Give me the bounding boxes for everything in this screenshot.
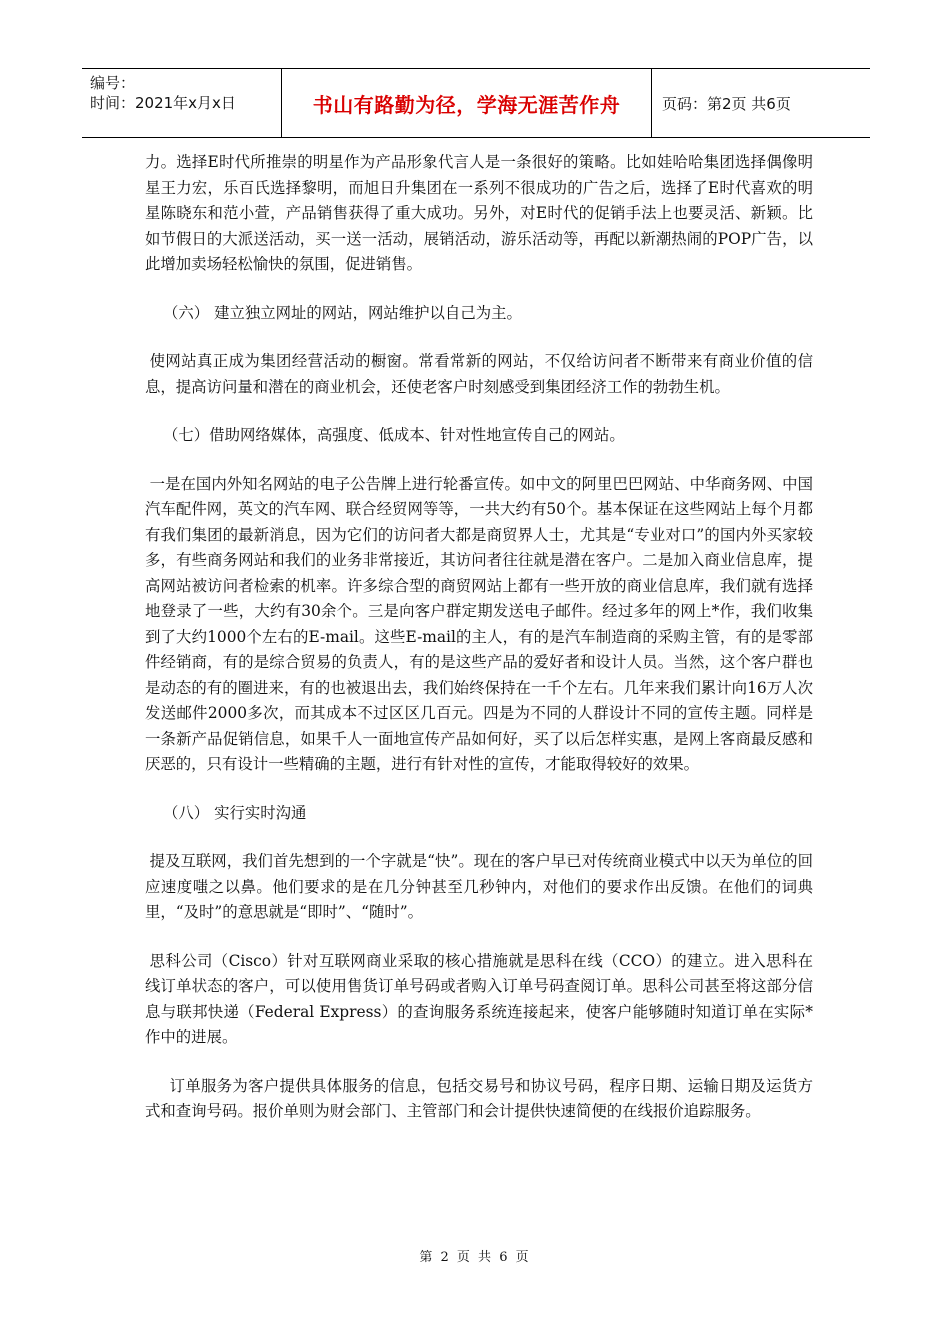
header-motto-cell [282, 69, 652, 137]
paragraph-website-showcase: 使网站真正成为集团经营活动的橱窗。常看常新的网站，不仅给访问者不断带来有商业价值的信息，提高访问量和潜在的商业机会，还使老客户时刻感受到集团经济工作的勃勃生机。 [145, 352, 813, 396]
paragraph-order-service: 订单服务为客户提供具体服务的信息，包括交易号和协议号码，程序日期、运输日期及运货方式和查询号码。报价单则为财会部门、主管部门和会计提供快速简便的在线报价追踪服务。 [145, 1076, 813, 1120]
paragraph-network-promotion: 一是在国内外知名网站的电子公告牌上进行轮番宣传。如中文的阿里巴巴网站、中华商务网、中国汽车配件网，英文的汽车网、联合经贸网等等，一共大约有50个。基本保证在这些网站上每个月都有我们集团的最新消息，因为它们的访问者大都是商贸界人士，尤其是“专业对口”的国内外买家较多，有些商务网站和我们的业务非常接近，其访问者往往就是潜在客户。二是加入商业信息库，提高网站被访问者检索的机率。许多综合型的商贸网站上都有一些开放的商业信息库，我们就有选择地登录了一些，大约有30余个。三是向客户群定期发送电子邮件。经过多年的网上*作，我们收集到了大约1000个左右的E-mail。这些E-mail的主人，有的是汽车制造商的采购主管，有的是零部件经销商，有的是综合贸易的负责人，有的是这些产品的爱好者和设计人员。当然，这个客户群也是动态的有的圈进来，有的也被退出去，我们始终保持在一千个左右。几年来我们累计向16万人次发送邮件2000多次，而其成本不过区区几百元。四是为不同的人群设计不同的宣传主题。同样是一条新产品促销信息，如果千人一面地宣传产品如何好，买了以后怎样实惠，是网上客商最反感和厌恶的，只有设计一些精确的主题，进行有针对性的宣传，才能取得较好的效果。 [145, 474, 813, 773]
section-heading-8: （八） 实行实时沟通 [163, 803, 307, 822]
paragraph-cisco: 思科公司（Cisco）针对互联网商业采取的核心措施就是思科在线（CCO）的建立。进入思科在线订单状态的客户，可以使用售货订单号码或者购入订单号码查阅订单。思科公司甚至将这部分信息与联邦快递（Federal Express）的查询服务系统连接起来，使客户能够随时知道订单在实际*作中的进展。 [145, 951, 813, 1046]
document-number-label: 编号： [90, 74, 136, 92]
document-date: 时间：2021年x月x日 [90, 94, 236, 112]
section-heading-7: （七）借助网络媒体，高强度、低成本、针对性地宣传自己的网站。 [163, 426, 625, 444]
paragraph-speed: 提及互联网，我们首先想到的一个字就是“快”。现在的客户早已对传统商业模式中以天为单位的回应速度嗤之以鼻。他们要求的是在几分钟甚至几秒钟内，对他们的要求作出反馈。在他们的词典里，“及时”的意思就是“即时”、“随时”。 [145, 852, 813, 921]
page-footer: 第 2 页 共 6 页 [419, 1250, 531, 1265]
header-meta-cell [82, 69, 282, 137]
header-page-info: 页码：第2页 共6页 [662, 94, 791, 113]
paragraph-celebrity-strategy: 力。选择E时代所推崇的明星作为产品形象代言人是一条很好的策略。比如娃哈哈集团选择偶像明星王力宏，乐百氏选择黎明，而旭日升集团在一系列不很成功的广告之后，选择了E时代喜欢的明星陈晓东和范小萱，产品销售获得了重大成功。另外，对E时代的促销手法上也要灵活、新颖。比如节假日的大派送活动，买一送一活动，展销活动，游乐活动等，再配以新潮热闹的POP广告，以此增加卖场轻松愉快的氛围，促进销售。 [145, 153, 813, 273]
page-header [82, 68, 870, 138]
document-body [145, 150, 813, 1125]
header-motto: 书山有路勤为径，学海无涯苦作舟 [312, 92, 621, 117]
header-page-cell [652, 69, 870, 137]
section-heading-6: （六） 建立独立网址的网站，网站维护以自己为主。 [163, 303, 522, 322]
